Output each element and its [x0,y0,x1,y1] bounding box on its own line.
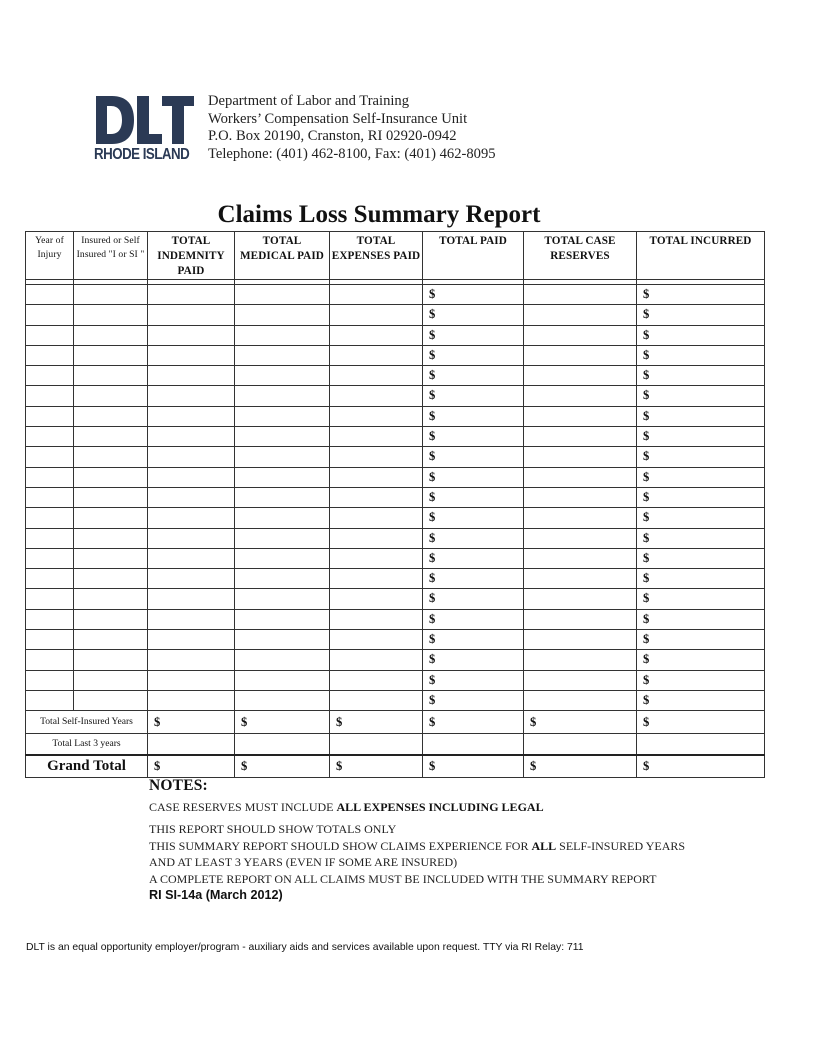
grand-reserves-cell[interactable]: $ [524,755,637,778]
insured-cell[interactable] [74,528,148,548]
indemnity-cell[interactable] [148,508,235,528]
grand-incurred-cell[interactable]: $ [637,755,765,778]
note-text: CASE RESERVES MUST INCLUDE [149,800,337,814]
table-row [26,650,765,670]
address-line: Department of Labor and Training [208,93,410,109]
note-text: THIS SUMMARY REPORT SHOULD SHOW CLAIMS EXPERIENCE FOR [149,838,532,853]
table-row [26,528,765,548]
indemnity-cell[interactable] [148,630,235,650]
expenses-cell[interactable] [330,609,423,629]
self-insured-incurred-cell[interactable]: $ [637,711,765,734]
insured-cell[interactable] [74,690,148,710]
medical-cell[interactable] [235,589,330,609]
table-row [26,670,765,690]
table-row [26,548,765,568]
year-cell[interactable] [26,487,74,507]
reserves-cell[interactable] [524,285,637,305]
reserves-cell[interactable] [524,528,637,548]
table-row [26,467,765,487]
incurred-cell[interactable]: $ [637,487,765,507]
medical-cell[interactable] [235,325,330,345]
medical-cell[interactable] [235,447,330,467]
incurred-cell[interactable]: $ [637,406,765,426]
last3-reserves-cell[interactable] [524,734,637,756]
grand-indemnity-cell[interactable]: $ [148,755,235,778]
paid-cell[interactable]: $ [423,569,524,589]
incurred-cell[interactable]: $ [637,427,765,447]
indemnity-cell[interactable] [148,650,235,670]
insured-cell[interactable] [74,487,148,507]
address-line: Workers’ Compensation Self-Insurance Unit [208,110,468,127]
incurred-cell[interactable]: $ [637,325,765,345]
incurred-cell[interactable]: $ [637,366,765,386]
expenses-cell[interactable] [330,528,423,548]
claims-summary-table [25,231,765,778]
paid-cell[interactable]: $ [423,609,524,629]
medical-cell[interactable] [235,609,330,629]
indemnity-cell[interactable] [148,305,235,325]
medical-cell[interactable] [235,386,330,406]
table-row [26,487,765,507]
paid-cell[interactable]: $ [423,670,524,690]
expenses-cell[interactable] [330,487,423,507]
agency-address [208,93,496,164]
paid-cell[interactable]: $ [423,589,524,609]
header-total-indemnity-paid: TOTAL INDEMNITY PAID [148,232,235,280]
reserves-cell[interactable] [524,345,637,365]
paid-cell[interactable]: $ [423,508,524,528]
indemnity-cell[interactable] [148,548,235,568]
indemnity-cell[interactable] [148,670,235,690]
paid-cell[interactable]: $ [423,487,524,507]
incurred-cell[interactable]: $ [637,508,765,528]
address-line: Telephone: (401) 462-8100, Fax: (401) 462-8095 [208,146,496,163]
expenses-cell[interactable] [330,508,423,528]
dlt-logo [94,94,200,166]
last3-incurred-cell[interactable] [637,734,765,756]
year-cell[interactable] [26,447,74,467]
last3-medical-cell[interactable] [235,734,330,756]
note-emphasis: ALL [531,838,557,853]
total-self-insured-row [26,711,765,734]
year-cell[interactable] [26,508,74,528]
header-total-expenses-paid: TOTAL EXPENSES PAID [330,232,423,280]
medical-cell[interactable] [235,528,330,548]
table-row [26,690,765,710]
page-title: Claims Loss Summary Report [217,201,541,228]
reserves-cell[interactable] [524,609,637,629]
medical-cell[interactable] [235,285,330,305]
insured-cell[interactable] [74,285,148,305]
dlt-wordmark-logo [94,94,194,146]
year-cell[interactable] [26,325,74,345]
self-insured-reserves-cell[interactable]: $ [524,711,637,734]
paid-cell[interactable]: $ [423,285,524,305]
incurred-cell[interactable]: $ [637,670,765,690]
reserves-cell[interactable] [524,487,637,507]
reserves-cell[interactable] [524,386,637,406]
expenses-cell[interactable] [330,366,423,386]
insured-cell[interactable] [74,630,148,650]
reserves-cell[interactable] [524,569,637,589]
incurred-cell[interactable]: $ [637,447,765,467]
table-row [26,285,765,305]
expenses-cell[interactable] [330,406,423,426]
footer-disclaimer: DLT is an equal opportunity employer/program - auxiliary aids and services available upon request. TTY via RI Relay: 711 [26,942,584,953]
insured-cell[interactable] [74,650,148,670]
table-row [26,325,765,345]
insured-cell[interactable] [74,366,148,386]
indemnity-cell[interactable] [148,447,235,467]
header-insured-type: Insured or Self Insured "I or SI " [74,232,148,280]
reserves-cell[interactable] [524,650,637,670]
indemnity-cell[interactable] [148,366,235,386]
year-cell[interactable] [26,548,74,568]
self-insured-indemnity-cell[interactable]: $ [148,711,235,734]
expenses-cell[interactable] [330,650,423,670]
expenses-cell[interactable] [330,569,423,589]
insured-cell[interactable] [74,508,148,528]
expenses-cell[interactable] [330,548,423,568]
header-total-case-reserves: TOTAL CASE RESERVES [524,232,637,280]
table-row [26,386,765,406]
year-cell[interactable] [26,366,74,386]
medical-cell[interactable] [235,650,330,670]
expenses-cell[interactable] [330,285,423,305]
paid-cell[interactable]: $ [423,548,524,568]
incurred-cell[interactable]: $ [637,609,765,629]
medical-cell[interactable] [235,467,330,487]
medical-cell[interactable] [235,569,330,589]
paid-cell[interactable]: $ [423,305,524,325]
total-last-3-years-label: Total Last 3 years [26,734,148,756]
reserves-cell[interactable] [524,630,637,650]
reserves-cell[interactable] [524,305,637,325]
indemnity-cell[interactable] [148,427,235,447]
paid-cell[interactable]: $ [423,325,524,345]
reserves-cell[interactable] [524,690,637,710]
header-total-medical-paid: TOTAL MEDICAL PAID [235,232,330,280]
reserves-cell[interactable] [524,670,637,690]
indemnity-cell[interactable] [148,487,235,507]
year-cell[interactable] [26,285,74,305]
indemnity-cell[interactable] [148,345,235,365]
paid-cell[interactable]: $ [423,345,524,365]
insured-cell[interactable] [74,569,148,589]
year-cell[interactable] [26,609,74,629]
medical-cell[interactable] [235,630,330,650]
paid-cell[interactable]: $ [423,366,524,386]
address-line: P.O. Box 20190, Cranston, RI 02920-0942 [208,128,457,145]
medical-cell[interactable] [235,670,330,690]
table-row [26,508,765,528]
year-cell[interactable] [26,386,74,406]
year-cell[interactable] [26,569,74,589]
reserves-cell[interactable] [524,589,637,609]
year-cell[interactable] [26,305,74,325]
note-line: A COMPLETE REPORT ON ALL CLAIMS MUST BE INCLUDED WITH THE SUMMARY REPORT [149,872,657,887]
incurred-cell[interactable]: $ [637,650,765,670]
incurred-cell[interactable]: $ [637,386,765,406]
year-cell[interactable] [26,467,74,487]
insured-cell[interactable] [74,447,148,467]
indemnity-cell[interactable] [148,690,235,710]
last3-expenses-cell[interactable] [330,734,423,756]
reserves-cell[interactable] [524,366,637,386]
table-row [26,630,765,650]
grand-total-label: Grand Total [26,755,148,778]
indemnity-cell[interactable] [148,386,235,406]
paid-cell[interactable]: $ [423,690,524,710]
insured-cell[interactable] [74,386,148,406]
note-text: SELF-INSURED YEARS [556,838,686,853]
incurred-cell[interactable]: $ [637,305,765,325]
paid-cell[interactable]: $ [423,650,524,670]
note-emphasis: ALL EXPENSES INCLUDING LEGAL [336,800,544,814]
insured-cell[interactable] [74,325,148,345]
table-row [26,427,765,447]
indemnity-cell[interactable] [148,589,235,609]
table-row [26,447,765,467]
total-last-3-years-row [26,734,765,756]
header-total-incurred: TOTAL INCURRED [637,232,765,280]
medical-cell[interactable] [235,406,330,426]
paid-cell[interactable]: $ [423,386,524,406]
table-row [26,345,765,365]
note-line: THIS REPORT SHOULD SHOW TOTALS ONLY [149,821,397,836]
year-cell[interactable] [26,650,74,670]
table-row [26,366,765,386]
year-cell[interactable] [26,427,74,447]
expenses-cell[interactable] [330,386,423,406]
incurred-cell[interactable]: $ [637,630,765,650]
note-line [149,838,685,855]
insured-cell[interactable] [74,609,148,629]
note-line [149,799,685,816]
paid-cell[interactable]: $ [423,406,524,426]
self-insured-medical-cell[interactable]: $ [235,711,330,734]
grand-paid-cell[interactable]: $ [423,755,524,778]
table-row [26,406,765,426]
expenses-cell[interactable] [330,589,423,609]
medical-cell[interactable] [235,487,330,507]
indemnity-cell[interactable] [148,609,235,629]
form-identifier: RI SI-14a (March 2012) [149,888,283,902]
reserves-cell[interactable] [524,325,637,345]
expenses-cell[interactable] [330,305,423,325]
self-insured-expenses-cell[interactable]: $ [330,711,423,734]
incurred-cell[interactable]: $ [637,589,765,609]
reserves-cell[interactable] [524,447,637,467]
self-insured-paid-cell[interactable]: $ [423,711,524,734]
reserves-cell[interactable] [524,406,637,426]
header-year-of-injury: Year of Injury [26,232,74,280]
expenses-cell[interactable] [330,345,423,365]
insured-cell[interactable] [74,305,148,325]
year-cell[interactable] [26,630,74,650]
insured-cell[interactable] [74,427,148,447]
paid-cell[interactable]: $ [423,528,524,548]
paid-cell[interactable]: $ [423,630,524,650]
year-cell[interactable] [26,690,74,710]
expenses-cell[interactable] [330,467,423,487]
insured-cell[interactable] [74,406,148,426]
note-line: AND AT LEAST 3 YEARS (EVEN IF SOME ARE INSURED) [149,855,458,870]
year-cell[interactable] [26,670,74,690]
incurred-cell[interactable]: $ [637,345,765,365]
year-cell[interactable] [26,528,74,548]
medical-cell[interactable] [235,508,330,528]
reserves-cell[interactable] [524,548,637,568]
grand-medical-cell[interactable]: $ [235,755,330,778]
expenses-cell[interactable] [330,630,423,650]
insured-cell[interactable] [74,548,148,568]
last3-indemnity-cell[interactable] [148,734,235,756]
incurred-cell[interactable]: $ [637,467,765,487]
medical-cell[interactable] [235,366,330,386]
grand-total-row [26,755,765,778]
year-cell[interactable] [26,406,74,426]
paid-cell[interactable]: $ [423,447,524,467]
insured-cell[interactable] [74,345,148,365]
insured-cell[interactable] [74,670,148,690]
expenses-cell[interactable] [330,670,423,690]
year-cell[interactable] [26,589,74,609]
table-row [26,609,765,629]
incurred-cell[interactable]: $ [637,548,765,568]
reserves-cell[interactable] [524,467,637,487]
incurred-cell[interactable]: $ [637,569,765,589]
incurred-cell[interactable]: $ [637,690,765,710]
rhode-island-label: RHODE ISLAND [94,146,190,163]
insured-cell[interactable] [74,467,148,487]
indemnity-cell[interactable] [148,406,235,426]
table-row [26,569,765,589]
total-self-insured-label: Total Self-Insured Years [26,711,148,734]
header-total-paid: TOTAL PAID [423,232,524,280]
medical-cell[interactable] [235,548,330,568]
indemnity-cell[interactable] [148,528,235,548]
indemnity-cell[interactable] [148,467,235,487]
medical-cell[interactable] [235,427,330,447]
medical-cell[interactable] [235,690,330,710]
expenses-cell[interactable] [330,427,423,447]
last3-paid-cell[interactable] [423,734,524,756]
paid-cell[interactable]: $ [423,427,524,447]
notes-list [149,799,685,888]
insured-cell[interactable] [74,589,148,609]
reserves-cell[interactable] [524,508,637,528]
medical-cell[interactable] [235,305,330,325]
reserves-cell[interactable] [524,427,637,447]
medical-cell[interactable] [235,345,330,365]
incurred-cell[interactable]: $ [637,285,765,305]
indemnity-cell[interactable] [148,325,235,345]
table-row [26,305,765,325]
indemnity-cell[interactable] [148,569,235,589]
incurred-cell[interactable]: $ [637,528,765,548]
table-row [26,589,765,609]
grand-expenses-cell[interactable]: $ [330,755,423,778]
paid-cell[interactable]: $ [423,467,524,487]
expenses-cell[interactable] [330,447,423,467]
indemnity-cell[interactable] [148,285,235,305]
expenses-cell[interactable] [330,690,423,710]
year-cell[interactable] [26,345,74,365]
notes-heading: NOTES: [149,777,208,794]
expenses-cell[interactable] [330,325,423,345]
